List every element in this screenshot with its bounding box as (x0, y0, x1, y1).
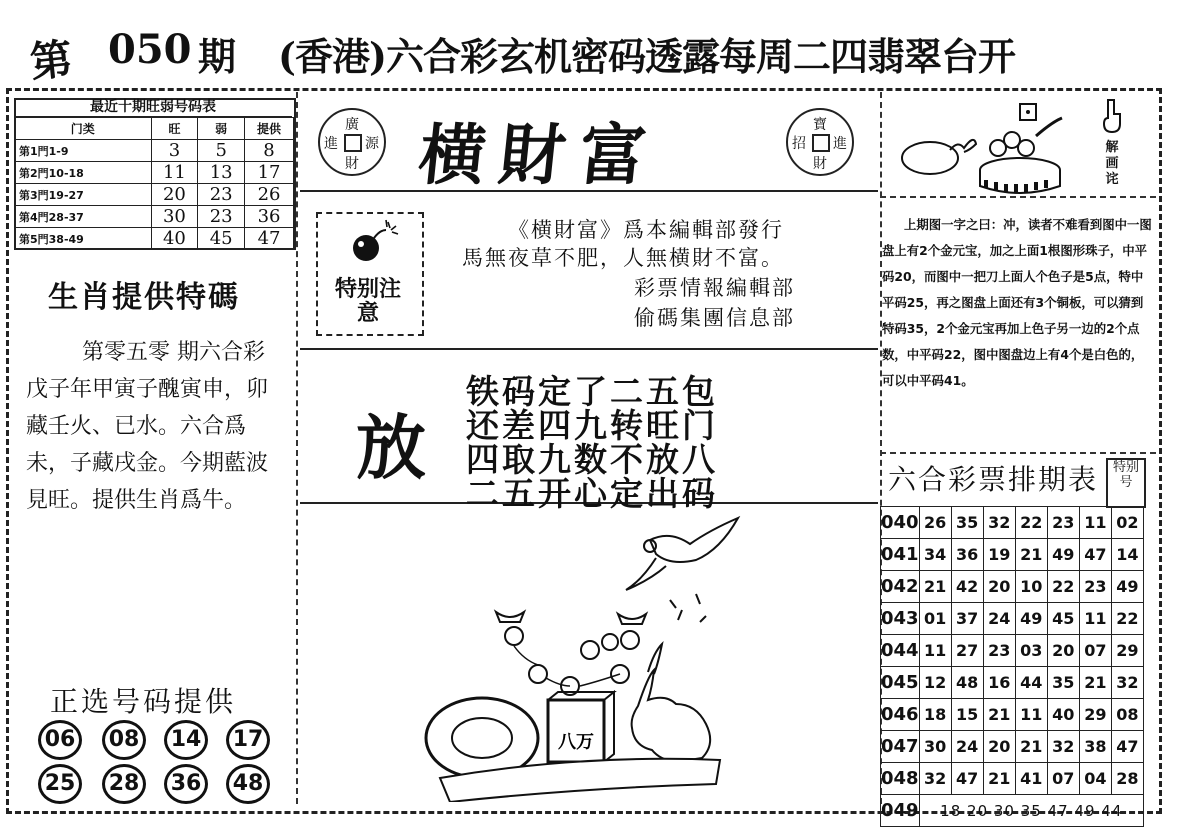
notice-line: 《横財富》爲本編輯部發行 (508, 218, 784, 242)
special-number-label: 特别号 (1106, 458, 1146, 508)
number-cell: 22 (1015, 507, 1047, 539)
number-cell: 18 (919, 699, 951, 731)
number-ball: 48 (226, 764, 270, 804)
coin-char: 招 (792, 136, 806, 152)
number-ball: 06 (38, 720, 82, 760)
table-row (15, 140, 294, 162)
number-cell: 29 (1079, 699, 1111, 731)
number-cell: 32 (919, 763, 951, 795)
number-cell: 11 (1015, 699, 1047, 731)
special-cell: 22 (1111, 603, 1143, 635)
number-cell: 35 (1047, 667, 1079, 699)
number-cell: 23 (983, 635, 1015, 667)
poem-line: 四取九数不放八 (466, 440, 718, 479)
number-ball: 28 (102, 764, 146, 804)
poem-line: 二五开心定出码 (466, 474, 718, 513)
period-cell: 046 (881, 699, 920, 731)
table-row (15, 206, 294, 228)
riddle-picture (886, 96, 1082, 194)
pointing-hand-icon (1102, 98, 1124, 136)
special-cell: 32 (1111, 667, 1143, 699)
cell: 13 (198, 162, 245, 184)
table-header-row (15, 118, 294, 140)
table-header: 门类 (15, 118, 152, 140)
recent-table-title: 最近十期旺弱号码表 (14, 98, 292, 117)
number-cell: 01 (919, 603, 951, 635)
latest-draw-cell: 18 20 30 35 47 49 44 (919, 795, 1143, 827)
poem-line: 铁码定了二五包 (466, 372, 718, 411)
number-cell: 19 (983, 539, 1015, 571)
number-cell: 24 (951, 731, 983, 763)
number-cell: 21 (1015, 539, 1047, 571)
notice-line: 馬無夜草不肥，人無横財不富。 (462, 246, 784, 270)
cell: 36 (245, 206, 294, 228)
issue-number: 050 (108, 26, 192, 73)
schedule-table (880, 506, 1144, 827)
zhengxuan-title: 正选号码提供 (50, 685, 237, 718)
coin-icon-left (318, 108, 386, 176)
number-cell: 20 (1047, 635, 1079, 667)
number-cell: 21 (919, 571, 951, 603)
number-cell: 03 (1015, 635, 1047, 667)
number-cell: 21 (983, 699, 1015, 731)
table-row (15, 184, 294, 206)
number-cell: 23 (1047, 507, 1079, 539)
logo-title: 横財富 (415, 116, 664, 194)
cell: 26 (245, 184, 294, 206)
riddle-text: 上期图一字之曰：冲，读者不难看到图中一图盘上有2个金元宝，加之上面1根图形珠子，中平码20，而图中一把刀上面人个色子是5点，特中平码25，再之图盘上面还有3个铜板，可以猜到特码35，2个金元宝再加上色子另一边的2个点数，中平码22，图中图盘边上有4个是白色的，可以中平码41。 (882, 217, 1152, 388)
number-cell: 42 (951, 571, 983, 603)
special-cell: 14 (1111, 539, 1143, 571)
header-qi-suffix: 期 (198, 34, 237, 79)
riddle-side-label: 解画诧 (1105, 140, 1119, 187)
number-cell: 23 (1079, 571, 1111, 603)
period-cell: 044 (881, 635, 920, 667)
coin-icon-right (786, 108, 854, 176)
number-cell: 40 (1047, 699, 1079, 731)
table-row (881, 507, 1144, 539)
number-cell: 21 (983, 763, 1015, 795)
coin-char: 財 (813, 156, 827, 172)
fang-character: 放 (356, 407, 426, 489)
divider (880, 452, 1156, 454)
coin-hole (812, 134, 830, 152)
number-cell: 49 (1015, 603, 1047, 635)
number-cell: 41 (1015, 763, 1047, 795)
cell: 40 (151, 228, 198, 250)
number-cell: 37 (951, 603, 983, 635)
period-cell: 049 (881, 795, 920, 827)
schedule-title: 六合彩票排期表 (888, 463, 1099, 496)
table-row (15, 228, 294, 250)
number-cell: 12 (919, 667, 951, 699)
number-cell: 34 (919, 539, 951, 571)
row-label: 第4門28-37 (15, 206, 152, 228)
coin-hole (344, 134, 362, 152)
special-cell: 49 (1111, 571, 1143, 603)
table-row (881, 699, 1144, 731)
number-cell: 35 (951, 507, 983, 539)
number-cell: 27 (951, 635, 983, 667)
number-cell: 07 (1047, 763, 1079, 795)
cell: 47 (245, 228, 294, 250)
number-cell: 20 (983, 571, 1015, 603)
cell: 23 (198, 184, 245, 206)
number-cell: 38 (1079, 731, 1111, 763)
notice-line: 彩票情報編輯部 (634, 276, 795, 300)
number-cell: 24 (983, 603, 1015, 635)
shengxiao-body: 第零五零 期六合彩戊子年甲寅子醜寅申，卯藏壬火、已水。六合爲未，子藏戌金。今期藍波見旺。提供生肖爲牛。 (26, 340, 269, 513)
table-row (881, 603, 1144, 635)
number-cell: 15 (951, 699, 983, 731)
table-row (881, 763, 1144, 795)
number-cell: 48 (951, 667, 983, 699)
table-header: 提供 (245, 118, 294, 140)
cell: 17 (245, 162, 294, 184)
notice-line: 偷碼集團信息部 (634, 306, 795, 330)
number-cell: 21 (1079, 667, 1111, 699)
header-qi-prefix: 第 (27, 33, 75, 88)
puzzle-illustration (420, 510, 760, 802)
period-cell: 045 (881, 667, 920, 699)
number-cell: 45 (1047, 603, 1079, 635)
number-cell: 47 (951, 763, 983, 795)
number-cell: 07 (1079, 635, 1111, 667)
row-label: 第1門1-9 (15, 140, 152, 162)
number-cell: 49 (1047, 539, 1079, 571)
coin-char: 進 (833, 136, 847, 152)
coin-char: 寶 (813, 117, 827, 133)
period-cell: 041 (881, 539, 920, 571)
table-row (881, 795, 1144, 827)
number-cell: 11 (919, 635, 951, 667)
period-cell: 040 (881, 507, 920, 539)
number-ball: 08 (102, 720, 146, 760)
number-cell: 32 (1047, 731, 1079, 763)
coin-char: 進 (324, 136, 338, 152)
cell: 45 (198, 228, 245, 250)
cell: 30 (151, 206, 198, 228)
coin-char: 財 (345, 156, 359, 172)
number-ball: 25 (38, 764, 82, 804)
table-row (881, 635, 1144, 667)
number-cell: 22 (1047, 571, 1079, 603)
table-row (881, 539, 1144, 571)
cell: 3 (151, 140, 198, 162)
special-cell: 28 (1111, 763, 1143, 795)
period-cell: 047 (881, 731, 920, 763)
cell: 8 (245, 140, 294, 162)
number-cell: 26 (919, 507, 951, 539)
number-cell: 20 (983, 731, 1015, 763)
special-cell: 47 (1111, 731, 1143, 763)
number-cell: 47 (1079, 539, 1111, 571)
poem-line: 还差四九转旺门 (466, 406, 718, 445)
cell: 5 (198, 140, 245, 162)
special-cell: 08 (1111, 699, 1143, 731)
row-label: 第5門38-49 (15, 228, 152, 250)
number-cell: 21 (1015, 731, 1047, 763)
table-row (15, 162, 294, 184)
row-label: 第2門10-18 (15, 162, 152, 184)
cell: 11 (151, 162, 198, 184)
number-ball: 17 (226, 720, 270, 760)
period-cell: 042 (881, 571, 920, 603)
number-cell: 11 (1079, 507, 1111, 539)
special-cell: 29 (1111, 635, 1143, 667)
number-cell: 30 (919, 731, 951, 763)
table-row (881, 731, 1144, 763)
period-cell: 043 (881, 603, 920, 635)
recent-table (14, 117, 294, 250)
table-header: 弱 (198, 118, 245, 140)
coin-char: 源 (365, 136, 379, 152)
cell: 20 (151, 184, 198, 206)
table-row (881, 571, 1144, 603)
number-ball: 36 (164, 764, 208, 804)
cell: 23 (198, 206, 245, 228)
number-cell: 36 (951, 539, 983, 571)
number-cell: 16 (983, 667, 1015, 699)
divider (880, 196, 1156, 198)
row-label: 第3門19-27 (15, 184, 152, 206)
period-cell: 048 (881, 763, 920, 795)
special-cell: 02 (1111, 507, 1143, 539)
box-label: 八万 (558, 732, 594, 753)
number-cell: 32 (983, 507, 1015, 539)
number-cell: 11 (1079, 603, 1111, 635)
number-cell: 04 (1079, 763, 1111, 795)
number-ball: 14 (164, 720, 208, 760)
coin-char: 廣 (345, 117, 359, 133)
table-row (881, 667, 1144, 699)
shengxiao-title: 生肖提供特碼 (48, 280, 240, 315)
table-header: 旺 (151, 118, 198, 140)
special-notice-badge: 特别注意 (334, 277, 401, 326)
number-cell: 44 (1015, 667, 1047, 699)
bomb-icon (346, 218, 402, 266)
page-title: (香港)六合彩玄机密码透露每周二四翡翠台开 (278, 34, 1015, 79)
number-cell: 10 (1015, 571, 1047, 603)
